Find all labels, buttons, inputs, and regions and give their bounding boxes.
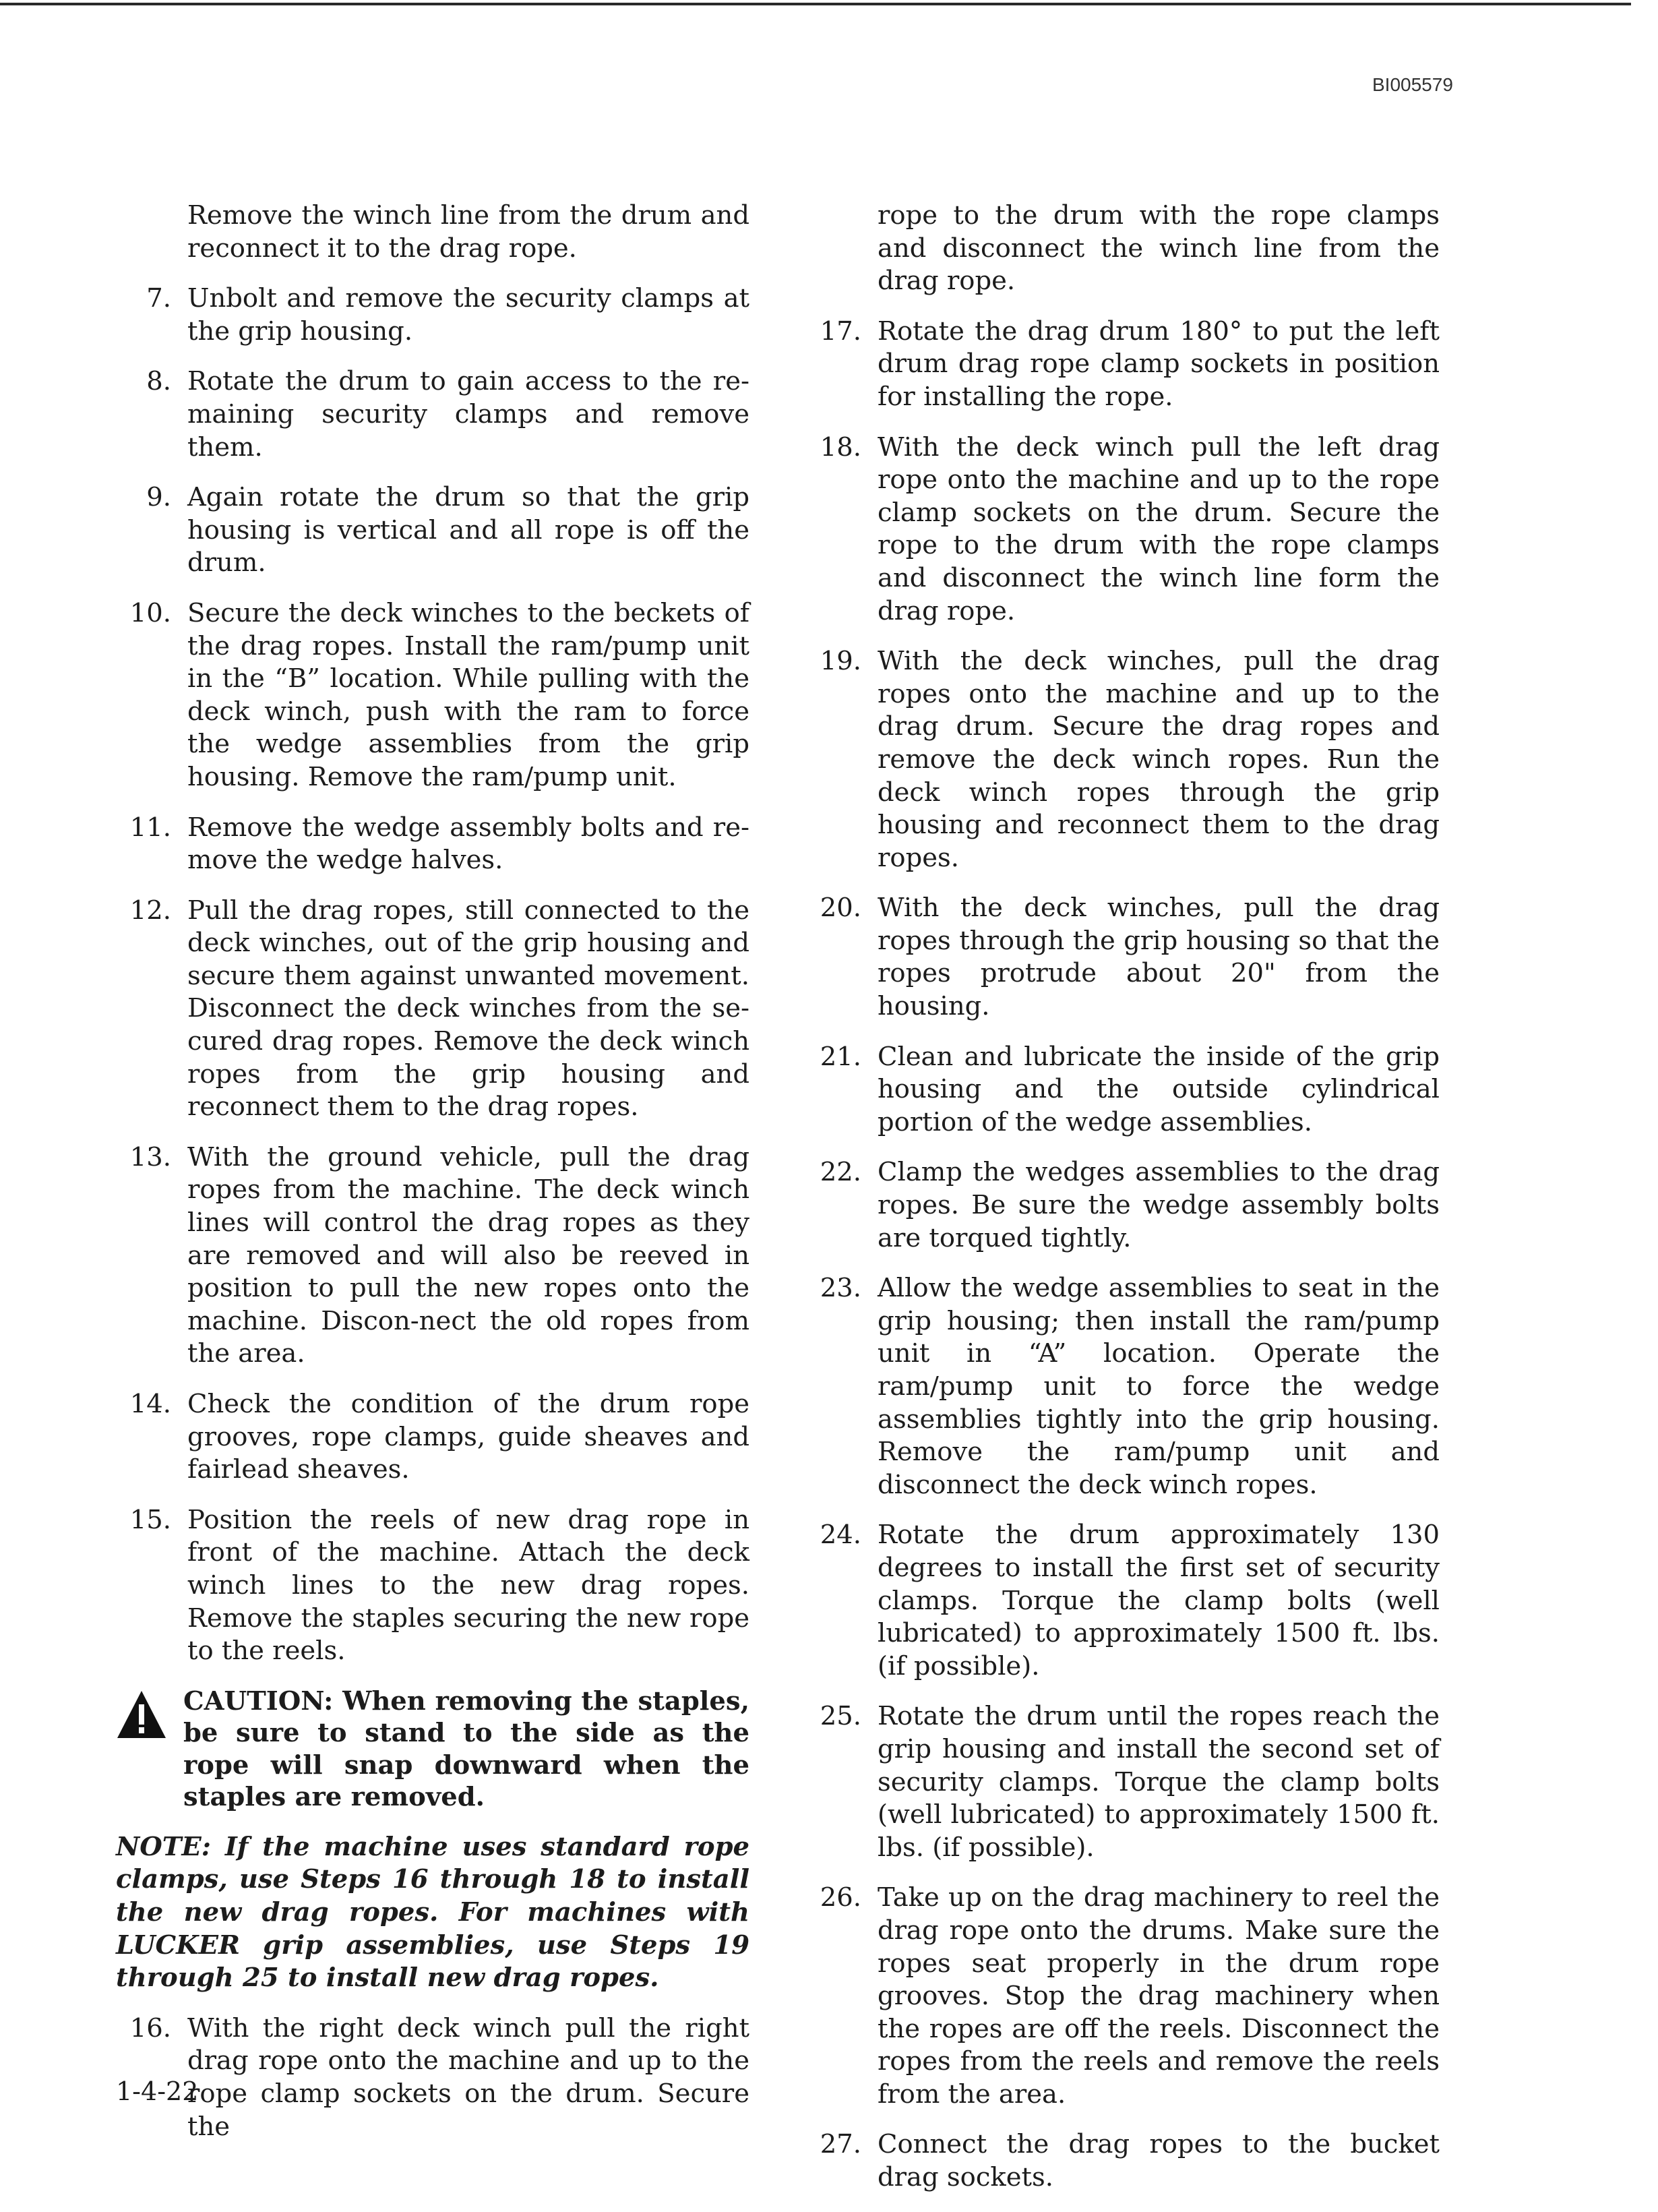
step-item xyxy=(116,365,749,464)
step-number: 25. xyxy=(820,1701,861,1732)
step-text: With the ground vehicle, pull the drag ropes from the machine. The deck winch lines will control the drag ropes as they are removed and will also be reeved in position to pull the new ropes onto the machine. Discon-nect the old ropes from the area. xyxy=(187,1141,749,1369)
step-item xyxy=(116,1504,749,1668)
caution-text: CAUTION: When removing the staples, be sure to stand to the side as the rope will snap downward when the staples are removed. xyxy=(183,1685,749,1813)
step-number: 15. xyxy=(129,1504,171,1535)
step-number: 18. xyxy=(820,431,861,462)
step-item xyxy=(116,597,749,794)
left-column xyxy=(116,200,749,2161)
step-number: 20. xyxy=(820,893,861,924)
step-number: 24. xyxy=(820,1520,861,1551)
step-item xyxy=(806,1882,1440,2111)
step-number: 27. xyxy=(820,2129,861,2160)
step-item xyxy=(806,1519,1440,1683)
step-text: Again rotate the drum so that the grip housing is vertical and all rope is off the drum. xyxy=(187,482,749,578)
step-item xyxy=(806,1700,1440,1864)
step-item xyxy=(806,2128,1440,2194)
step-item xyxy=(116,895,749,1124)
step-item xyxy=(116,1141,749,1371)
step-number: 17. xyxy=(820,316,861,347)
step-text: Clamp the wedges assemblies to the drag ropes. Be sure the wedge assembly bolts are torqued tightly. xyxy=(878,1157,1440,1253)
step-text: Position the reels of new drag rope in front of the machine. Attach the deck winch lines to the new drag ropes. Remove the staples securing the new rope to the reels. xyxy=(187,1504,749,1667)
step-item xyxy=(116,481,749,580)
step-number: 11. xyxy=(129,812,171,843)
step-text: Connect the drag ropes to the bucket drag sockets. xyxy=(878,2129,1440,2193)
step-item xyxy=(806,645,1440,874)
top-rule xyxy=(0,3,1631,5)
page-number: 1-4-22 xyxy=(116,2076,199,2106)
step-text: Secure the deck winches to the beckets of the drag ropes. Install the ram/pump unit in the “B” location. While pulling with the deck winch, push with the ram to force the wedge assemblies from the grip housing. Remove the ram/pump unit. xyxy=(187,597,749,792)
caution-block xyxy=(116,1685,749,1814)
right-steps-list xyxy=(806,316,1440,2194)
step-item xyxy=(806,431,1440,628)
step-number: 9. xyxy=(146,482,171,513)
step-text: Rotate the drum to gain access to the re-maining security clamps and remove them. xyxy=(187,366,749,462)
step-number: 12. xyxy=(129,895,171,926)
step-text: Check the condition of the drum rope grooves, rope clamps, guide sheaves and fairlead sheaves. xyxy=(187,1389,749,1485)
step-item xyxy=(116,2012,749,2143)
step-text: Rotate the drum approximately 130 degrees to install the first set of security clamps. Torque the clamp bolts (well lubricated) to approximately 1500 ft. lbs. (if possible). xyxy=(878,1520,1440,1681)
step-number: 10. xyxy=(129,597,171,628)
step-text: With the deck winches, pull the drag ropes onto the machine and up to the drag drum. Secure the drag ropes and remove the deck winch ropes. Run the deck winch ropes through the grip housing and reconnect them to the drag ropes. xyxy=(878,646,1440,873)
right-column xyxy=(806,200,1440,2212)
left-steps-list-continued xyxy=(116,2012,749,2143)
step-text: With the right deck winch pull the right drag rope onto the machine and up to the rope clamp sockets on the drum. Secure the xyxy=(187,2012,749,2142)
step-text: Pull the drag ropes, still connected to the deck winches, out of the grip housing and secure them against unwanted movement. Disconnect the deck winches from the se-cured drag ropes. Remove the deck winch ropes from the grip housing and reconnect them to the drag ropes. xyxy=(187,895,749,1123)
step-number: 14. xyxy=(129,1389,171,1419)
step-number: 13. xyxy=(129,1141,171,1172)
intro-paragraph: Remove the winch line from the drum and reconnect it to the drag rope. xyxy=(187,200,749,264)
step-number: 23. xyxy=(820,1273,861,1304)
step-text: Rotate the drum until the ropes reach the grip housing and install the second set of security clamps. Torque the clamp bolts (well lubricated) to approximately 1500 ft. lbs. (if possible). xyxy=(878,1701,1440,1863)
step-text: Rotate the drag drum 180° to put the left drum drag rope clamp sockets in position for installing the rope. xyxy=(878,316,1440,412)
document-id: BI005579 xyxy=(1372,74,1453,95)
step-item xyxy=(806,892,1440,1023)
continuation-paragraph: rope to the drum with the rope clamps and disconnect the winch line from the drag rope. xyxy=(878,200,1440,297)
step-number: 19. xyxy=(820,646,861,677)
step-item xyxy=(806,1272,1440,1501)
warning-icon xyxy=(116,1690,167,1741)
step-text: Take up on the drag machinery to reel the drag rope onto the drums. Make sure the ropes seat properly in the drum rope grooves. Stop the drag machinery when the ropes are off the reels. Disconnect the ropes from the reels and remove the reels from the area. xyxy=(878,1882,1440,2110)
left-steps-list xyxy=(116,282,749,1668)
step-item xyxy=(116,282,749,348)
step-number: 16. xyxy=(129,2012,171,2043)
step-item xyxy=(116,812,749,877)
step-number: 21. xyxy=(820,1041,861,1072)
step-item xyxy=(116,1388,749,1487)
step-item xyxy=(806,1041,1440,1139)
step-text: Clean and lubricate the inside of the grip housing and the outside cylindrical portion of the wedge assemblies. xyxy=(878,1041,1440,1137)
step-item xyxy=(806,316,1440,414)
step-text: With the deck winch pull the left drag rope onto the machine and up to the rope clamp sockets on the drum. Secure the rope to the drum with the rope clamps and disconnect the winch line form the drag rope. xyxy=(878,431,1440,626)
step-text: Allow the wedge assemblies to seat in the grip housing; then install the ram/pump unit in “A” location. Operate the ram/pump unit to force the wedge assemblies tightly into the grip housing. Remove the ram/pump unit and disconnect the deck winch ropes. xyxy=(878,1273,1440,1500)
step-number: 8. xyxy=(146,366,171,397)
step-text: With the deck winches, pull the drag ropes through the grip housing so that the ropes protrude about 20" from the housing. xyxy=(878,893,1440,1022)
step-text: Remove the wedge assembly bolts and re-move the wedge halves. xyxy=(187,812,749,876)
note-paragraph: NOTE: If the machine uses standard rope clamps, use Steps 16 through 18 to install the new drag ropes. For machines with LUCKER grip assemblies, use Steps 19 through 25 to install new drag ropes. xyxy=(116,1831,749,1994)
step-number: 26. xyxy=(820,1882,861,1913)
step-number: 22. xyxy=(820,1157,861,1188)
step-number: 7. xyxy=(146,283,171,314)
step-text: Unbolt and remove the security clamps at the grip housing. xyxy=(187,283,749,347)
step-item xyxy=(806,1156,1440,1255)
